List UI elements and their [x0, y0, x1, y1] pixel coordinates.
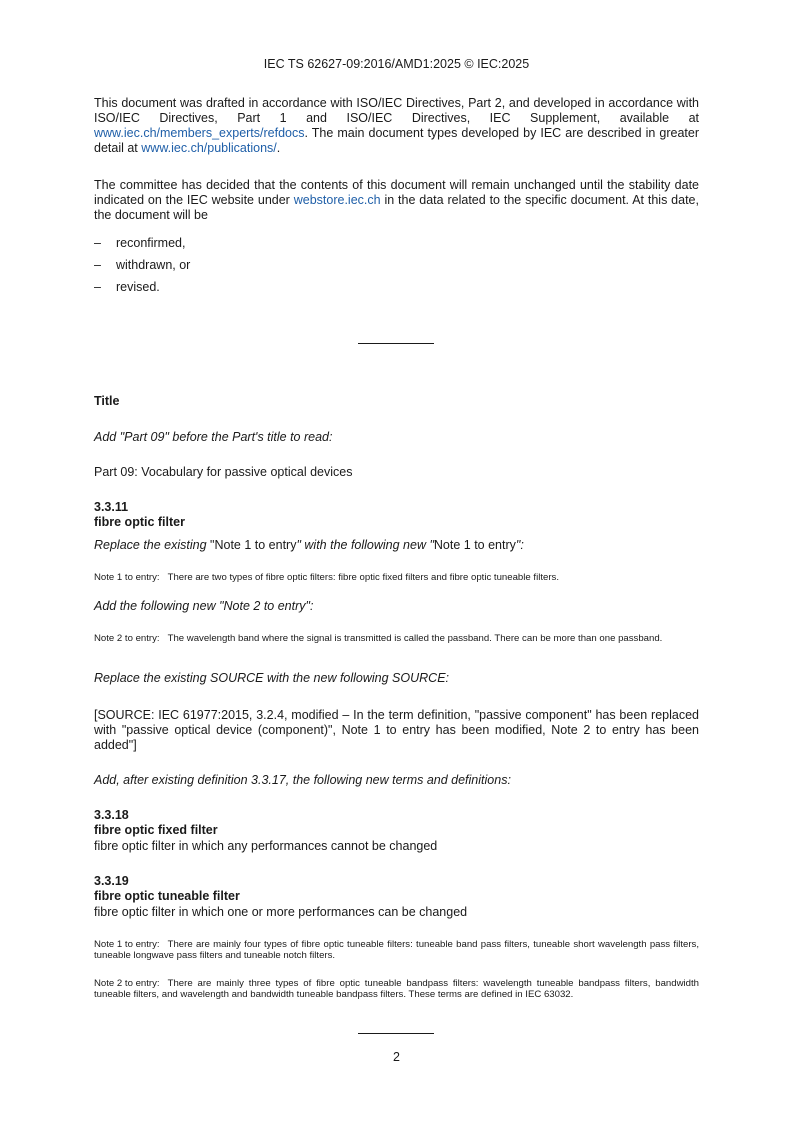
source-citation: [SOURCE: IEC 61977:2015, 3.2.4, modified – In the term definition, "passive component" has been replaced with "passive optical device (component)", Note 1 to entry has been modified, Note 2 to entry has been added"]: [94, 708, 699, 752]
definition-3-3-19: fibre optic filter in which one or more performances can be changed: [94, 905, 468, 919]
instruction-text: "Note 1 to entry: [210, 538, 297, 552]
term-number-3-3-11: 3.3.11: [94, 500, 129, 514]
dash-bullet: –: [94, 280, 101, 294]
intro-text: This document was drafted in accordance with ISO/IEC Directives, Part 2, and developed in accordance with ISO/IEC Directives, Part 1 and ISO/IEC Directives, IEC Supplement, available at: [94, 96, 699, 125]
page-number: 2: [393, 1050, 400, 1064]
intro-paragraph-2: [94, 178, 699, 223]
instruction-text: Note 1 to entry: [433, 538, 516, 552]
intro-text: in the data related to the specific document. At this date, the document will be: [94, 193, 699, 222]
dash-bullet: –: [94, 236, 101, 250]
instruction-text: " with the following new ": [296, 538, 434, 552]
note-text: The wavelength band where the signal is transmitted is called the passband. There can be more than one passband.: [167, 633, 663, 644]
note-label: Note 1 to entry:: [94, 572, 160, 583]
intro-text: .: [276, 141, 281, 155]
list-item-text: revised.: [116, 280, 160, 294]
publications-link[interactable]: www.iec.ch/publications/: [141, 141, 277, 155]
intro-paragraph-1: [94, 96, 699, 156]
intro-text: The committee has decided that the contents of this document will remain unchanged until the stability date indicated on the IEC website under: [94, 178, 699, 207]
refdocs-link[interactable]: www.iec.ch/members_experts/refdocs: [94, 126, 305, 140]
note-label: Note 2 to entry:: [94, 978, 160, 989]
add-note2-instruction: Add the following new "Note 2 to entry":: [94, 599, 314, 613]
note-1-to-entry-3-3-19: [94, 939, 699, 961]
outcome-list: [94, 236, 699, 295]
title-heading: Title: [94, 394, 120, 408]
list-item: [94, 236, 699, 251]
add-terms-instruction: Add, after existing definition 3.3.17, the following new terms and definitions:: [94, 773, 511, 787]
dash-bullet: –: [94, 258, 101, 272]
section-divider: [358, 343, 434, 344]
instruction-text: ":: [515, 538, 524, 552]
replace-note1-instruction: [94, 538, 699, 553]
replace-source-instruction: Replace the existing SOURCE with the new following SOURCE:: [94, 671, 450, 685]
note-label: Note 2 to entry:: [94, 633, 160, 644]
list-item: [94, 258, 699, 273]
note-text: There are mainly four types of fibre optic tuneable filters: tuneable band pass filters, tuneable short wavelength pass filters, tuneable longwave pass filters and tuneable notch filters.: [94, 939, 699, 961]
instruction-text: Replace the existing: [94, 538, 211, 552]
note-label: Note 1 to entry:: [94, 939, 160, 950]
list-item: [94, 280, 699, 295]
list-item-text: withdrawn, or: [116, 258, 191, 272]
term-fibre-optic-filter: fibre optic filter: [94, 515, 185, 529]
term-fibre-optic-tuneable-filter: fibre optic tuneable filter: [94, 889, 240, 903]
title-instruction: Add "Part 09" before the Part's title to read:: [94, 430, 333, 444]
definition-3-3-18: fibre optic filter in which any performances cannot be changed: [94, 839, 438, 853]
note-2-to-entry: [94, 633, 699, 644]
term-number-3-3-19: 3.3.19: [94, 874, 129, 888]
list-item-text: reconfirmed,: [116, 236, 186, 250]
footer-divider: [358, 1033, 434, 1034]
running-header: IEC TS 62627-09:2016/AMD1:2025 © IEC:2025: [263, 57, 530, 71]
note-text: There are two types of fibre optic filters: fibre optic fixed filters and fibre optic tuneable filters.: [167, 572, 559, 583]
intro-text: . The main document types developed by IEC are described in greater detail at: [94, 126, 699, 155]
title-text: Part 09: Vocabulary for passive optical devices: [94, 465, 353, 479]
term-fibre-optic-fixed-filter: fibre optic fixed filter: [94, 823, 218, 837]
note-1-to-entry: [94, 572, 699, 583]
term-number-3-3-18: 3.3.18: [94, 808, 129, 822]
note-text: There are mainly three types of fibre optic tuneable bandpass filters: wavelength tuneable bandpass filters, bandwidth tuneable filters, and wavelength and bandwidth tuneable bandpass filters. These terms are defined in IEC 63032.: [94, 978, 699, 1000]
webstore-link[interactable]: webstore.iec.ch: [293, 193, 381, 207]
note-2-to-entry-3-3-19: [94, 978, 699, 1000]
